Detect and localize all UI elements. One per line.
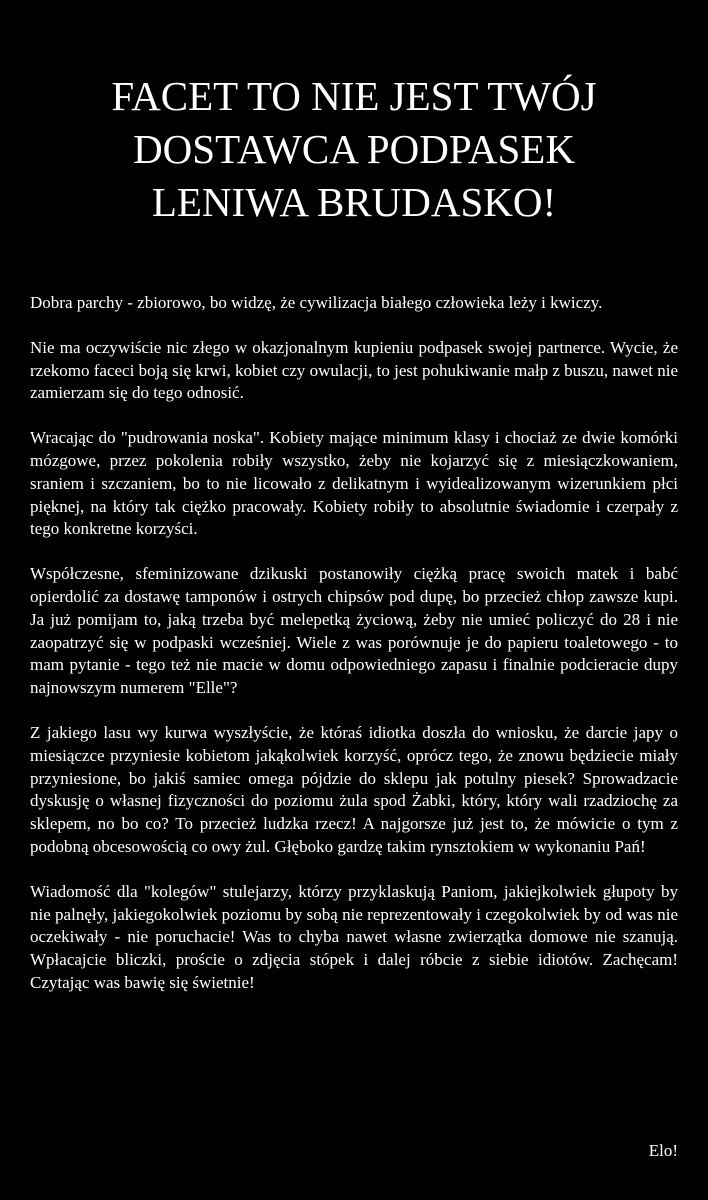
paragraph-5: Z jakiego lasu wy kurwa wyszłyście, że któraś idiotka doszła do wniosku, że darcie japy o miesiączce przyniesie kobietom jakąkolwiek korzyść, oprócz tego, że znowu będziecie miały przyniesione, bo jakiś samiec omega pójdzie do sklepu jak potulny piesek? Sprowadzacie dyskusję o własnej fizyczności do poziomu żula spod Żabki, który, który wali rzadziochę za sklepem, no bo co? To przecież ludzka rzecz! A najgorsze już jest to, że mówicie o tym z podobną obcesowością co owy żul. Głęboko gardzę takim rynsztokiem w wykonaniu Pań! <box>30 722 678 856</box>
paragraph-4: Współczesne, sfeminizowane dzikuski postanowiły ciężką pracę swoich matek i babć opierdolić za dostawę tamponów i ostrych chipsów pod dupę, bo przecież chłop zawsze kupi. Ja już pomijam to, jaką trzeba być melepetką życiową, żeby nie umieć policzyć do 28 i nie zaopatrzyć się w podpaski wcześniej. Wiele z was porównuje je do papieru toaletowego - to mam pytanie - tego też nie macie w domu odpowiedniego zapasu i finalnie podcieracie dupy najnowszym numerem "Elle"? <box>30 564 678 698</box>
signoff: Elo! <box>648 1141 678 1160</box>
page-title: FACET TO NIE JEST TWÓJ DOSTAWCA PODPASEK LENIWA BRUDASKO! <box>111 73 597 225</box>
document-body <box>30 292 678 995</box>
paragraph-1: Dobra parchy - zbiorowo, bo widzę, że cywilizacja białego człowieka leży i kwiczy. <box>30 293 603 312</box>
paragraph-2: Nie ma oczywiście nic złego w okazjonalnym kupieniu podpasek swojej partnerce. Wycie, że rzekomo faceci boją się krwi, kobiet czy owulacji, to jest pohukiwanie małp z buszu, nawet nie zamierzam się do tego odnosić. <box>30 337 678 403</box>
paragraph-6: Wiadomość dla "kolegów" stulejarzy, którzy przyklaskują Paniom, jakiejkolwiek głupoty by nie palnęły, jakiegokolwiek poziomu by sobą nie reprezentowały i czegokolwiek by od was nie oczekiwały - nie poruchacie! Was to chyba nawet własne zwierzątka domowe nie szanują. Wpłacajcie bliczki, proście o zdjęcia stópek i dalej róbcie z siebie idiotów. Zachęcam! Czytając was bawię się świetnie! <box>30 881 678 992</box>
paragraph-3: Wracając do "pudrowania noska". Kobiety mające minimum klasy i chociaż ze dwie komórki mózgowe, przez pokolenia robiły wszystko, żeby nie kojarzyć się z miesiączkowaniem, sraniem i szczaniem, bo to nie licowało z delikatnym i wyidealizowanym wizerunkiem płci pięknej, na który tak ciężko pracowały. Kobiety robiły to absolutnie świadomie i czerpały z tego konkretne korzyści. <box>30 428 678 539</box>
